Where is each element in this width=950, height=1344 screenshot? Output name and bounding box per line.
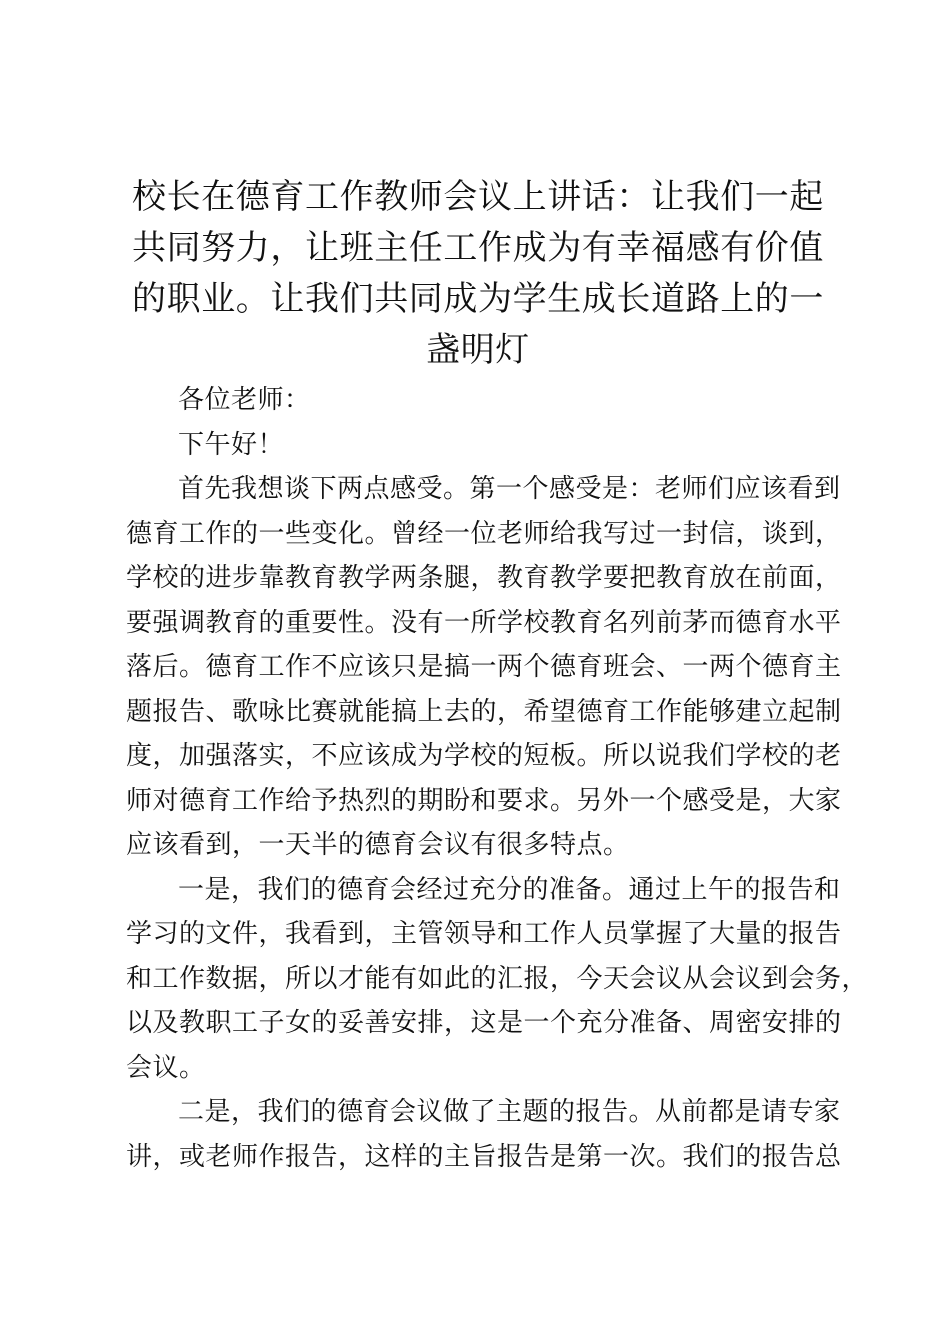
greeting-line: 下午好！ xyxy=(178,429,285,460)
salutation-line: 各位老师： xyxy=(178,385,311,415)
title-line: 校长在德育工作教师会议上讲话：让我们一起 xyxy=(132,177,824,217)
document-body xyxy=(126,378,869,1179)
paragraph-line: 应该看到，一天半的德育会议有很多特点。 xyxy=(126,830,630,860)
paragraph-line: 学校的进步靠教育教学两条腿，教育教学要把教育放在前面， xyxy=(126,563,842,593)
paragraph-line: 师对德育工作给予热烈的期盼和要求。另外一个感受是，大家 xyxy=(126,785,842,816)
paragraph-line: 以及教职工子女的妥善安排，这是一个充分准备、周密安排的 xyxy=(126,1008,842,1038)
paragraph-3 xyxy=(126,1090,842,1179)
paragraph-line: 和工作数据，所以才能有如此的汇报，今天会议从会议到会务， xyxy=(126,963,869,994)
title-line: 的职业。让我们共同成为学生成长道路上的一 xyxy=(132,279,824,319)
salutation xyxy=(126,378,838,423)
title-line: 盏明灯 xyxy=(426,330,530,370)
paragraph-line: 题报告、歌咏比赛就能搞上去的，希望德育工作能够建立起制 xyxy=(126,696,842,727)
paragraph-line: 二是，我们的德育会议做了主题的报告。从前都是请专家 xyxy=(178,1097,841,1127)
document-title xyxy=(120,172,836,376)
paragraph-line: 讲，或老师作报告，这样的主旨报告是第一次。我们的报告总 xyxy=(126,1141,842,1172)
greeting xyxy=(126,423,838,468)
paragraph-line: 首先我想谈下两点感受。第一个感受是：老师们应该看到 xyxy=(178,474,841,504)
paragraph-1 xyxy=(126,467,842,868)
paragraph-line: 要强调教育的重要性。没有一所学校教育名列前茅而德育水平 xyxy=(126,607,842,638)
paragraph-line: 会议。 xyxy=(126,1052,206,1083)
paragraph-line: 德育工作的一些变化。曾经一位老师给我写过一封信，谈到， xyxy=(126,518,842,549)
paragraph-line: 学习的文件，我看到，主管领导和工作人员掌握了大量的报告 xyxy=(126,919,842,949)
paragraph-line: 一是，我们的德育会经过充分的准备。通过上午的报告和 xyxy=(178,874,841,905)
paragraph-2 xyxy=(126,868,869,1091)
paragraph-line: 度，加强落实，不应该成为学校的短板。所以说我们学校的老 xyxy=(126,741,842,771)
paragraph-line: 落后。德育工作不应该只是搞一两个德育班会、一两个德育主 xyxy=(126,652,842,682)
title-line: 共同努力，让班主任工作成为有幸福感有价值 xyxy=(132,228,824,268)
